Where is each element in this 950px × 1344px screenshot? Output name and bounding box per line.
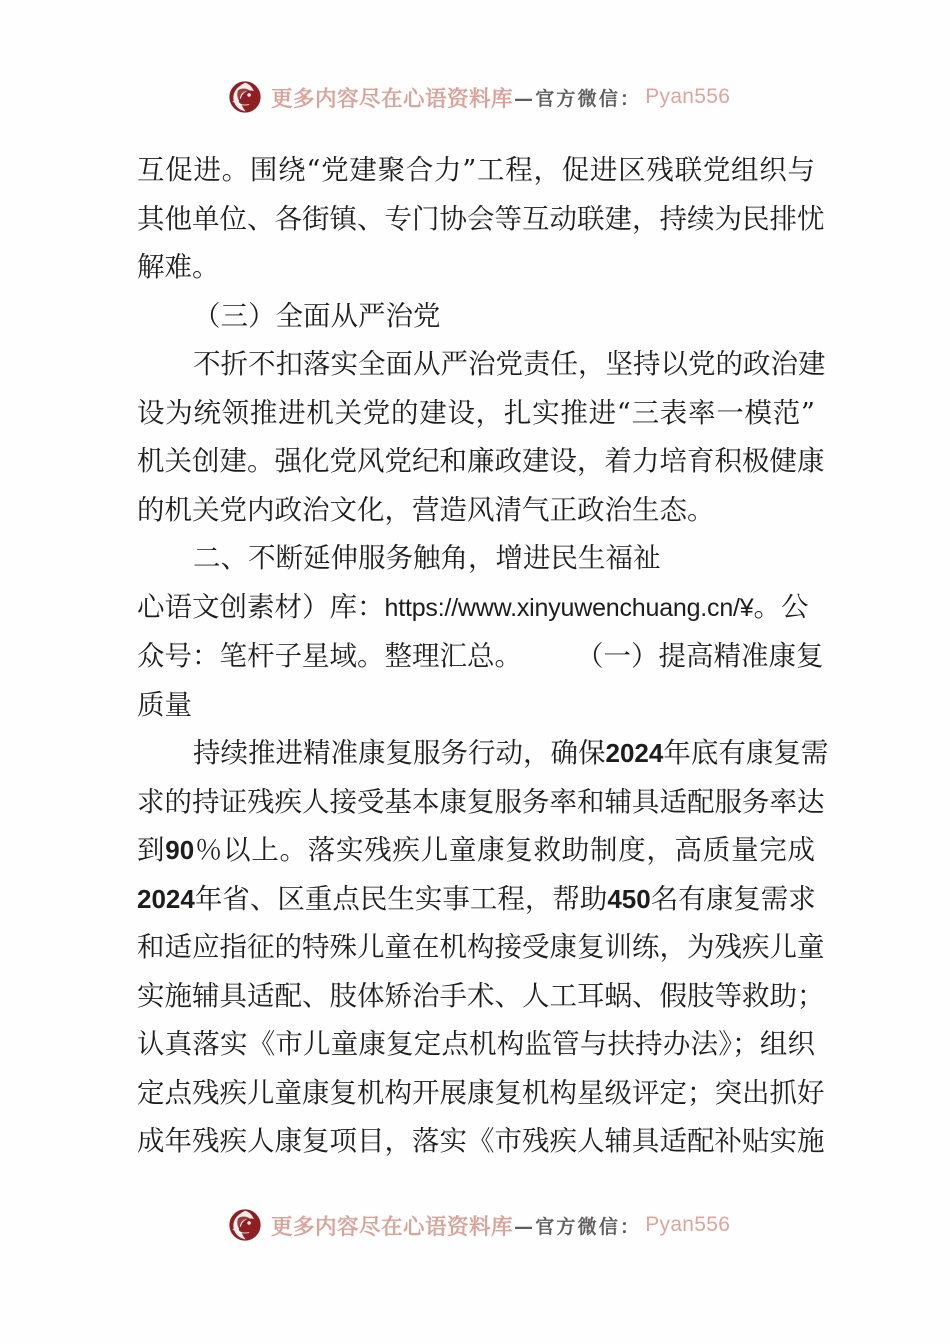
source-url-line <box>137 583 815 633</box>
body-line: 和适应指征的特殊儿童在机构接受康复训练，为残疾儿童 <box>137 931 825 963</box>
section-heading-2: 二、不断延伸服务触角，增进民生福祉 <box>193 542 661 574</box>
body-line: 质量 <box>137 688 192 721</box>
document-body <box>137 146 829 1166</box>
body-line: 认真落实《市儿童康复定点机构监管与扶持办法》；组织 <box>137 1028 815 1060</box>
fish-circle-logo-icon <box>228 80 262 114</box>
body-line: 实施辅具适配、肢体矫治手术、人工耳蜗、假肢等救助； <box>137 979 825 1012</box>
account-prefix: 众号：笔杆子星域。整理汇总。 <box>137 640 522 672</box>
fish-circle-logo-icon <box>228 1208 262 1242</box>
text-run: 年省、区重点民生实事工程，帮助 <box>194 882 608 915</box>
watermark-wechat-label: —官方微信： <box>514 87 642 110</box>
body-line: 解难。 <box>137 251 220 283</box>
body-line <box>137 729 829 778</box>
percent-value: 90 <box>165 835 195 865</box>
watermark-brand-text: 更多内容尽在心语资料库 <box>271 86 514 112</box>
body-line: 其他单位、各街镇、专门协会等互动联建，持续为民排忧 <box>137 202 825 235</box>
text-run: 到 <box>137 834 166 866</box>
body-line <box>137 826 815 875</box>
body-line: 的机关党内政治文化，营造风清气正政治生态。 <box>137 493 715 526</box>
watermark-wechat-label: —官方微信： <box>514 1215 642 1238</box>
watermark-account-id: Pyan556 <box>645 85 731 108</box>
account-heading-line <box>137 632 824 681</box>
body-line <box>137 875 815 924</box>
text-run: 持续推进精准康复服务行动，确保 <box>193 737 606 769</box>
footer-watermark <box>228 1208 730 1242</box>
text-run: 名有康复需求 <box>650 882 816 915</box>
watermark-account-id: Pyan556 <box>645 1213 731 1236</box>
body-line: 设为统领推进机关党的建设，扎实推进“三表率一模范” <box>137 396 815 429</box>
text-run: 年底有康复需 <box>663 737 829 769</box>
source-prefix: 心语文创素材）库： <box>137 590 385 623</box>
body-line: 机关创建。强化党风党纪和廉政建设，着力培育积极健康 <box>137 445 825 477</box>
body-line: 互促进。围绕“党建聚合力”工程，促进区残联党组织与 <box>137 154 815 186</box>
source-url[interactable]: https://www.xinyuwenchuang.cn/¥ <box>384 593 754 622</box>
source-suffix: 。公 <box>753 590 809 623</box>
header-watermark <box>228 80 730 114</box>
body-line: 定点残疾儿童康复机构开展康复机构星级评定；突出抓好 <box>137 1076 825 1109</box>
body-line: 成年残疾人康复项目，落实《市残疾人辅具适配补贴实施 <box>137 1125 825 1157</box>
body-line: 不折不扣落实全面从严治党责任，坚持以党的政治建 <box>193 348 826 380</box>
text-run: ％以上。落实残疾儿童康复救助制度，高质量完成 <box>194 834 816 866</box>
body-line: 求的持证残疾人接受基本康复服务率和辅具适配服务率达 <box>137 785 825 818</box>
count-value: 450 <box>607 883 651 914</box>
watermark-brand-text: 更多内容尽在心语资料库 <box>271 1214 514 1240</box>
section-heading-1: （一）提高精准康复 <box>576 640 824 672</box>
section-heading-3: （三）全面从严治党 <box>193 299 441 332</box>
year-value: 2024 <box>137 883 195 914</box>
year-value: 2024 <box>605 738 664 768</box>
